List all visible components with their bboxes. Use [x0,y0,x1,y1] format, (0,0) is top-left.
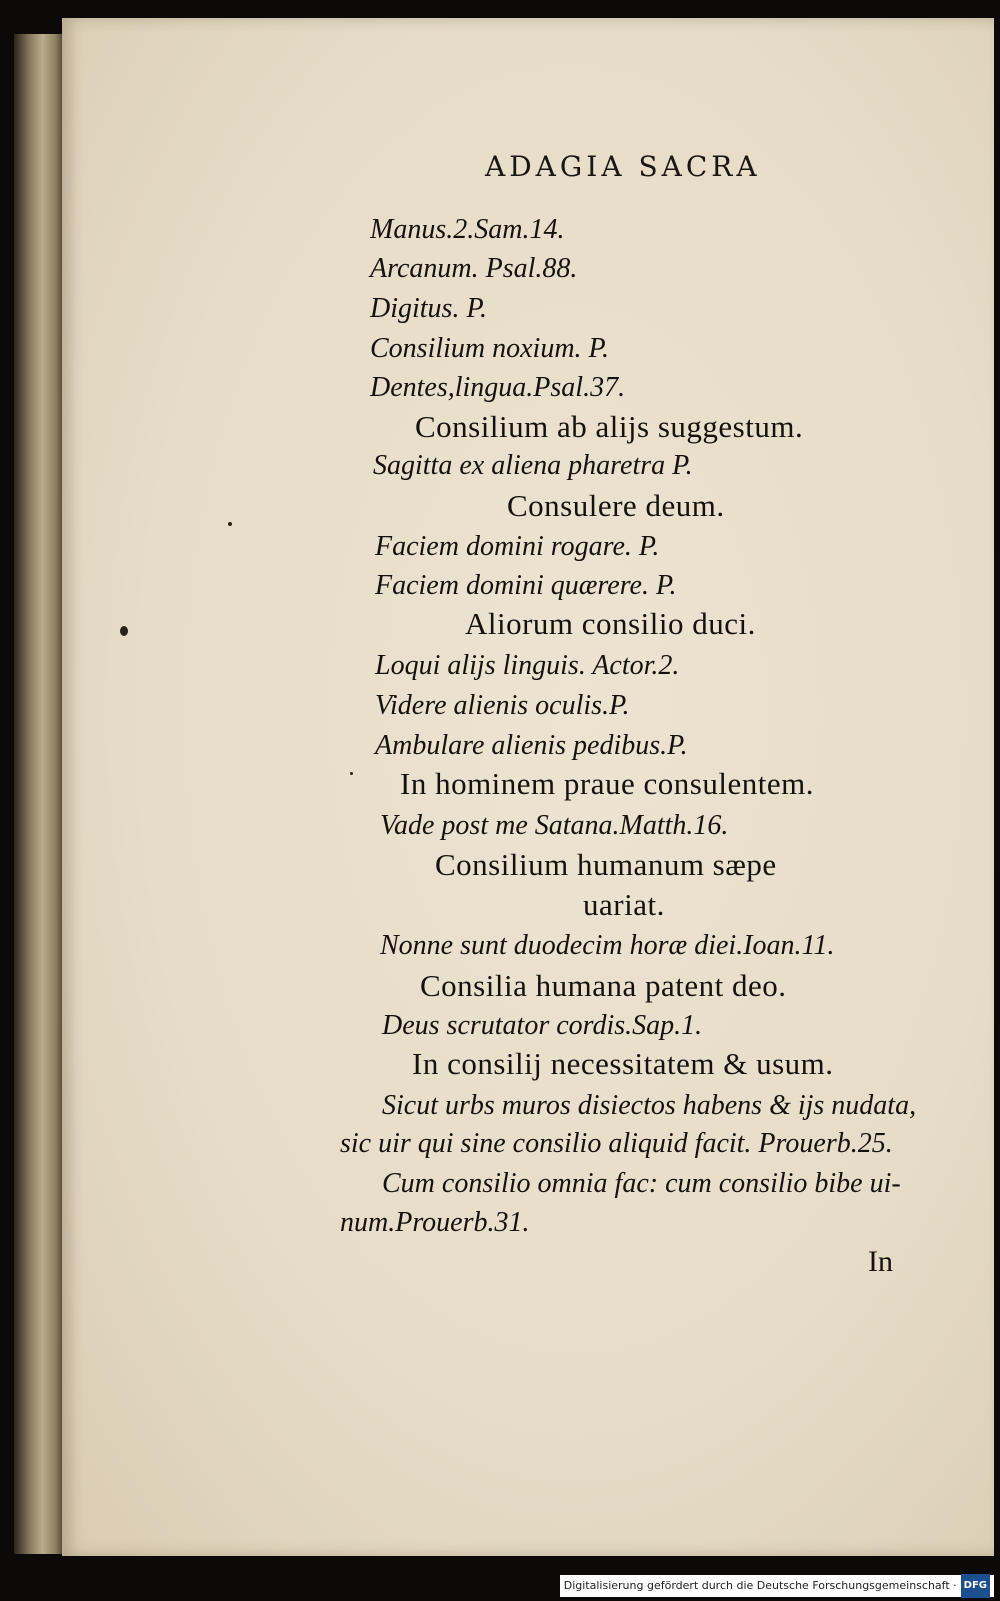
section-heading: In hominem praue consulentem. [400,766,814,801]
text-line: Consilium noxium. P. [370,333,610,364]
text-line: Sagitta ex aliena pharetra P. [373,450,693,481]
footer-text: Digitalisierung gefördert durch die Deutsche Forschungsgemeinschaft · [563,1579,957,1592]
text-line: Vade post me Satana.Matth.16. [380,810,729,841]
catchword: In [868,1245,893,1278]
section-heading: uariat. [583,887,665,922]
ink-speck [350,772,353,775]
digitization-footer [560,1575,994,1597]
text-line: Faciem domini quærere. P. [375,570,677,601]
text-line: Loqui alijs linguis. Actor.2. [375,650,680,681]
text-line: num.Prouerb.31. [340,1207,530,1238]
text-line: Dentes,lingua.Psal.37. [370,372,626,403]
text-line: Arcanum. Psal.88. [370,253,578,284]
text-line: Videre alienis oculis.P. [375,690,630,721]
section-heading: Aliorum consilio duci. [465,606,756,641]
text-line: sic uir qui sine consilio aliquid facit. Prouerb.25. [340,1128,893,1159]
section-heading: Consilia humana patent deo. [420,968,787,1003]
dfg-logo-icon: DFG [961,1574,990,1598]
text-line: Ambulare alienis pedibus.P. [375,730,688,761]
text-line: Deus scrutator cordis.Sap.1. [382,1010,703,1041]
book-spine [14,34,66,1554]
section-heading: Consilium ab alijs suggestum. [415,409,804,444]
ink-speck [228,522,232,526]
running-head: ADAGIA SACRA [485,150,761,183]
section-heading: Consilium humanum sæpe [435,847,777,882]
text-line: Cum consilio omnia fac: cum consilio bibe ui- [382,1168,901,1199]
text-line: Nonne sunt duodecim horæ diei.Ioan.11. [380,930,835,961]
section-heading: Consulere deum. [507,488,725,523]
section-heading: In consilij necessitatem & usum. [412,1046,834,1081]
text-line: Sicut urbs muros disiectos habens & ijs nudata, [382,1090,917,1121]
text-line: Manus.2.Sam.14. [370,214,565,245]
text-line: Faciem domini rogare. P. [375,531,660,562]
ink-speck [120,626,128,636]
text-line: Digitus. P. [370,293,487,324]
